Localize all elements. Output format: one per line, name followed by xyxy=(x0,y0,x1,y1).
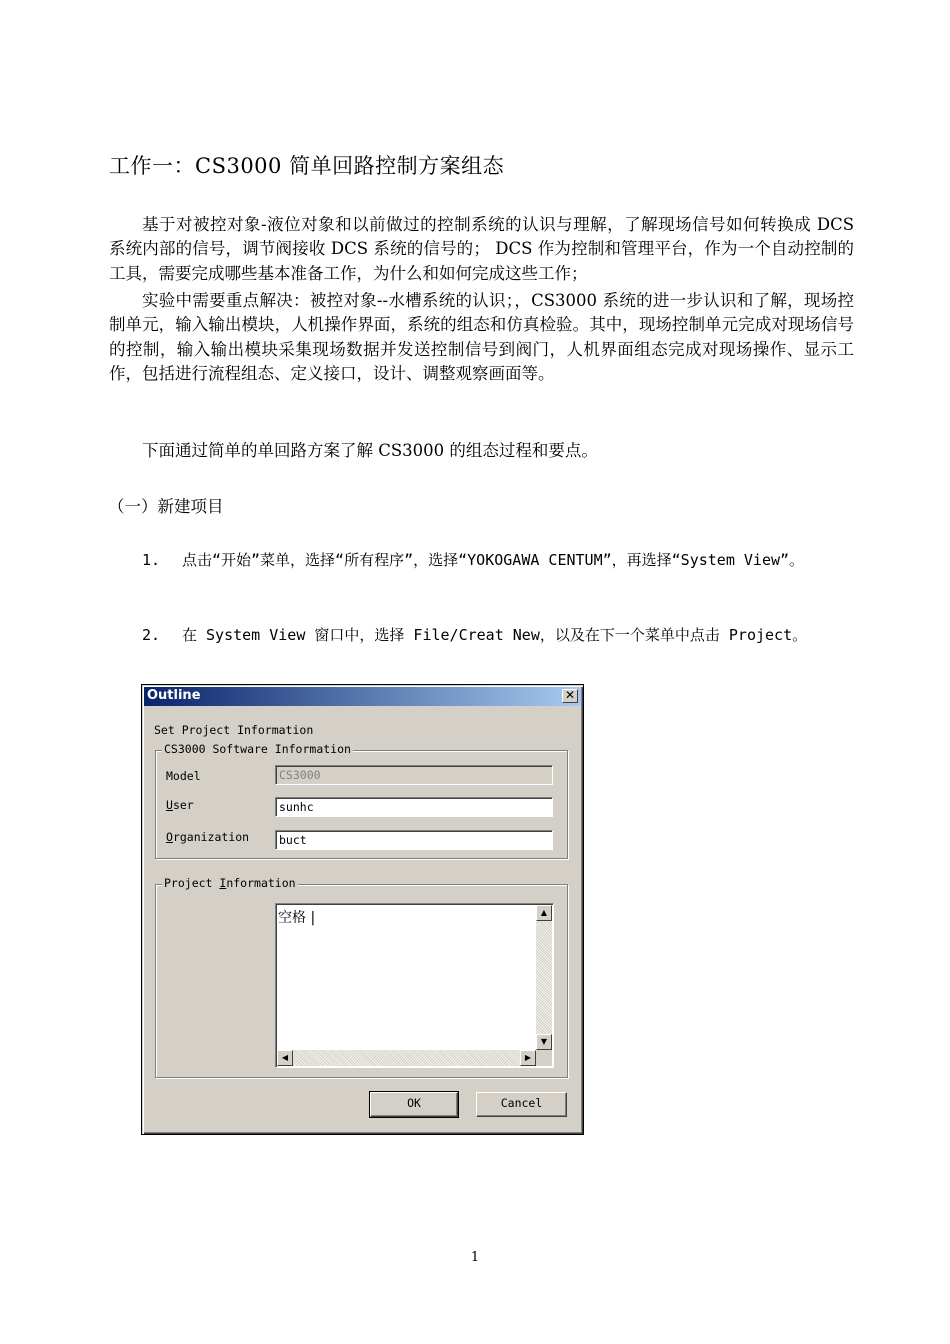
step-text: 在 System View 窗口中，选择 File/Creat New，以及在下一个菜单中点击 Project。 xyxy=(182,626,808,644)
scroll-up-icon[interactable]: ▲ xyxy=(536,905,552,921)
organization-label-text: rganization xyxy=(172,830,250,844)
project-info-legend-prefix: Project xyxy=(164,876,220,890)
ok-button[interactable]: OK xyxy=(370,1092,458,1117)
cancel-button[interactable]: Cancel xyxy=(476,1092,567,1117)
vertical-scrollbar[interactable] xyxy=(536,905,552,1050)
user-field[interactable]: sunhc xyxy=(275,797,553,817)
set-info-label: Set Project Information xyxy=(154,723,314,737)
project-info-legend-rest: nformation xyxy=(226,876,296,890)
organization-field[interactable]: buct xyxy=(275,830,553,850)
overview-paragraph: 下面通过简单的单回路方案了解 CS3000 的组态过程和要点。 xyxy=(142,441,598,460)
user-label-text: ser xyxy=(172,798,194,812)
page-title: 工作一：CS3000 简单回路控制方案组态 xyxy=(109,154,505,178)
step-item xyxy=(142,623,854,648)
outline-dialog xyxy=(141,684,584,1135)
project-info-legend xyxy=(162,876,298,890)
scroll-down-icon[interactable]: ▼ xyxy=(536,1034,552,1050)
step-text: 点击“开始”菜单，选择“所有程序”，选择“YOKOGAWA CENTUM”，再选择“System View”。 xyxy=(182,551,805,569)
page-number: 1 xyxy=(470,1250,480,1265)
step-item xyxy=(142,548,854,573)
step-number: 2. xyxy=(142,626,161,644)
software-info-legend: CS3000 Software Information xyxy=(164,742,351,756)
model-field: CS3000 xyxy=(275,765,553,785)
section-heading: （一）新建项目 xyxy=(108,497,224,516)
user-label-accel: U xyxy=(166,798,173,812)
project-info-text: 空格 | xyxy=(278,910,316,926)
model-label: Model xyxy=(166,769,201,783)
organization-label-accel: O xyxy=(166,830,173,844)
horizontal-scrollbar[interactable] xyxy=(277,1050,536,1066)
project-info-legend-accel: I xyxy=(219,876,227,890)
key-points-paragraph: 实验中需要重点解决：被控对象--水槽系统的认识；，CS3000 系统的进一步认识和了解，现场控制单元，输入输出模块，人机操作界面，系统的组态和仿真检验。其中，现场控制单元完成对现场信号的控制，输入输出模块采集现场数据并发送控制信号到阀门，人机界面组态完成对现场操作、显示工作，包括进行流程组态、定义接口，设计、调整观察画面等。 xyxy=(109,291,854,383)
scrollbar-corner xyxy=(536,1050,552,1066)
dialog-title: Outline xyxy=(147,688,201,703)
step-number: 1. xyxy=(142,551,161,569)
project-info-textarea[interactable] xyxy=(275,903,554,1068)
user-label xyxy=(166,798,194,812)
organization-label xyxy=(166,830,249,844)
dialog-titlebar[interactable] xyxy=(144,687,581,706)
intro-paragraph: 基于对被控对象-液位对象和以前做过的控制系统的认识与理解，了解现场信号如何转换成 DCS 系统内部的信号，调节阀接收 DCS 系统的信号的； DCS 作为控制和管理平台，作为一个自动控制的工具，需要完成哪些基本准备工作，为什么和如何完成这些工作； xyxy=(109,215,854,283)
scroll-left-icon[interactable]: ◀ xyxy=(277,1050,293,1066)
close-icon[interactable]: ✕ xyxy=(562,689,578,703)
scroll-right-icon[interactable]: ▶ xyxy=(520,1050,536,1066)
